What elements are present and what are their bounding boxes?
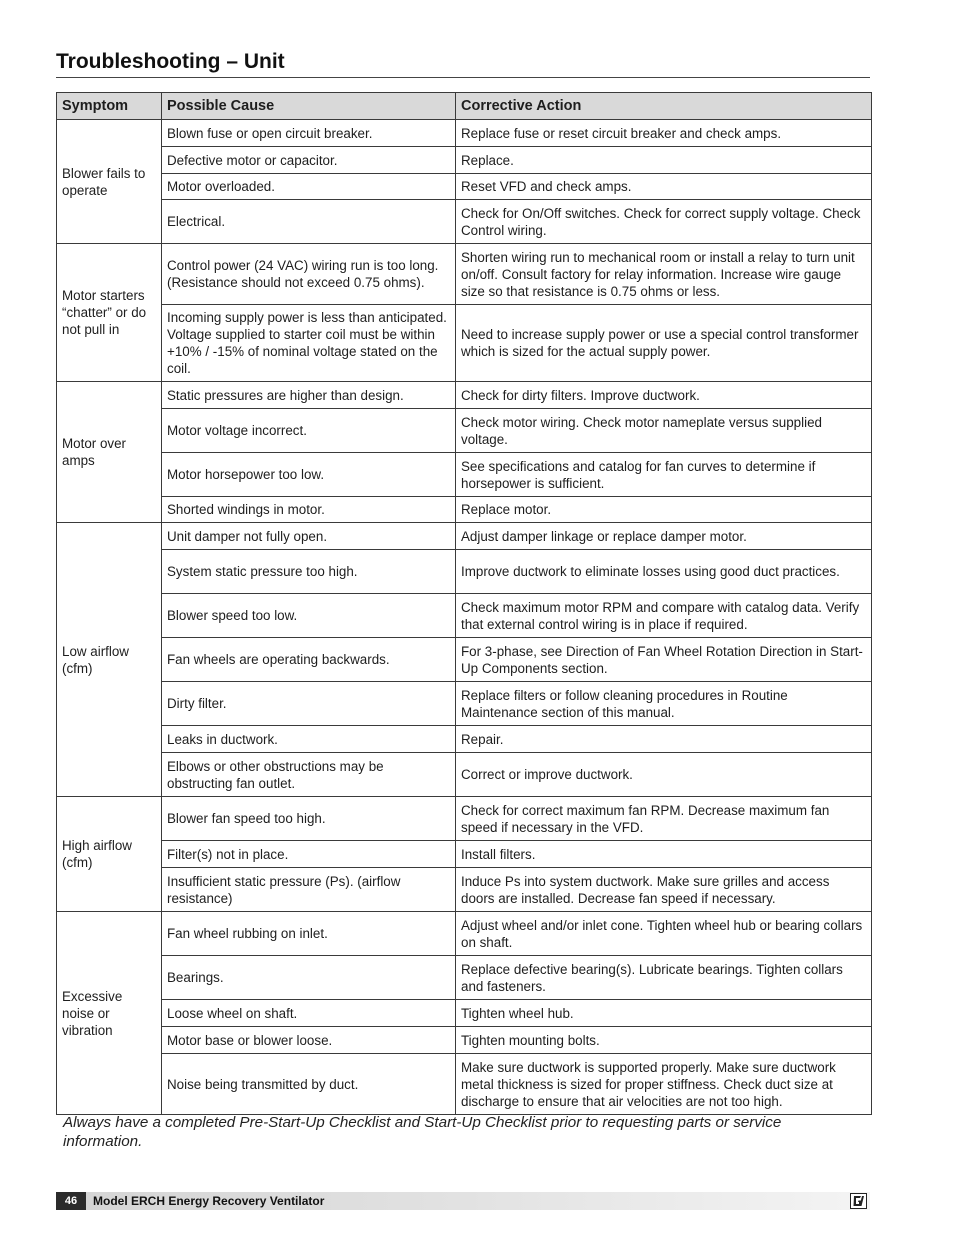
title-divider <box>56 77 870 78</box>
symptom-cell: High airflow (cfm) <box>57 797 162 912</box>
table-row <box>57 1054 872 1115</box>
table-row <box>57 753 872 797</box>
cause-cell: Motor horsepower too low. <box>162 453 456 497</box>
action-cell: Check maximum motor RPM and compare with catalog data. Verify that external control wiring is in place if required. <box>456 594 872 638</box>
cause-cell: Blown fuse or open circuit breaker. <box>162 120 456 147</box>
cause-cell: Dirty filter. <box>162 682 456 726</box>
symptom-cell: Excessive noise or vibration <box>57 912 162 1115</box>
action-cell: Adjust damper linkage or replace damper motor. <box>456 523 872 550</box>
cause-cell: Loose wheel on shaft. <box>162 1000 456 1027</box>
action-cell: Adjust wheel and/or inlet cone. Tighten wheel hub or bearing collars on shaft. <box>456 912 872 956</box>
table-row <box>57 497 872 523</box>
table-body <box>57 120 872 1115</box>
cause-cell: Fan wheels are operating backwards. <box>162 638 456 682</box>
cause-cell: System static pressure too high. <box>162 550 456 594</box>
symptom-cell: Blower fails to operate <box>57 120 162 244</box>
cause-cell: Noise being transmitted by duct. <box>162 1054 456 1115</box>
action-cell: Replace filters or follow cleaning procedures in Routine Maintenance section of this manual. <box>456 682 872 726</box>
action-cell: Tighten mounting bolts. <box>456 1027 872 1054</box>
action-cell: Induce Ps into system ductwork. Make sure grilles and access doors are installed. Decrease fan speed if necessary. <box>456 868 872 912</box>
table-row <box>57 868 872 912</box>
troubleshooting-table <box>56 92 872 1115</box>
table-row <box>57 956 872 1000</box>
cause-cell: Electrical. <box>162 200 456 244</box>
action-cell: Correct or improve ductwork. <box>456 753 872 797</box>
cause-cell: Defective motor or capacitor. <box>162 147 456 174</box>
page-number: 46 <box>56 1192 86 1210</box>
table-row <box>57 797 872 841</box>
cause-cell: Motor base or blower loose. <box>162 1027 456 1054</box>
table-row <box>57 594 872 638</box>
cause-cell: Motor voltage incorrect. <box>162 409 456 453</box>
action-cell: Replace motor. <box>456 497 872 523</box>
table-row <box>57 638 872 682</box>
action-cell: Shorten wiring run to mechanical room or install a relay to turn unit on/off. Consult factory for relay information. Increase wire gauge size so that resistance is 0.75 ohms or less. <box>456 244 872 305</box>
page-title: Troubleshooting – Unit <box>56 50 285 73</box>
table-row <box>57 382 872 409</box>
action-cell: Tighten wheel hub. <box>456 1000 872 1027</box>
action-cell: See specifications and catalog for fan curves to determine if horsepower is sufficient. <box>456 453 872 497</box>
table-row <box>57 550 872 594</box>
action-cell: Replace. <box>456 147 872 174</box>
action-cell: Check motor wiring. Check motor nameplate versus supplied voltage. <box>456 409 872 453</box>
cause-cell: Static pressures are higher than design. <box>162 382 456 409</box>
action-cell: Install filters. <box>456 841 872 868</box>
action-cell: Replace fuse or reset circuit breaker and check amps. <box>456 120 872 147</box>
action-cell: Replace defective bearing(s). Lubricate bearings. Tighten collars and fasteners. <box>456 956 872 1000</box>
cause-cell: Insufficient static pressure (Ps). (airflow resistance) <box>162 868 456 912</box>
table-row <box>57 523 872 550</box>
table-row <box>57 1000 872 1027</box>
action-cell: Check for correct maximum fan RPM. Decrease maximum fan speed if necessary in the VFD. <box>456 797 872 841</box>
cause-cell: Blower speed too low. <box>162 594 456 638</box>
table-row <box>57 200 872 244</box>
table-row <box>57 841 872 868</box>
table-row <box>57 726 872 753</box>
table-header-row <box>57 93 872 120</box>
header-symptom: Symptom <box>57 93 162 120</box>
table-row <box>57 244 872 305</box>
cause-cell: Incoming supply power is less than anticipated. Voltage supplied to starter coil must be within +10% / -15% of nominal voltage stated on the coil. <box>162 305 456 382</box>
action-cell: For 3-phase, see Direction of Fan Wheel Rotation Direction in Start-Up Components section. <box>456 638 872 682</box>
action-cell: Reset VFD and check amps. <box>456 174 872 200</box>
cause-cell: Bearings. <box>162 956 456 1000</box>
table-row <box>57 912 872 956</box>
cause-cell: Control power (24 VAC) wiring run is too long. (Resistance should not exceed 0.75 ohms). <box>162 244 456 305</box>
cause-cell: Unit damper not fully open. <box>162 523 456 550</box>
checklist-note: Always have a completed Pre-Start-Up Checklist and Start-Up Checklist prior to requesting parts or service information. <box>63 1114 782 1150</box>
table-row <box>57 174 872 200</box>
action-cell: Check for On/Off switches. Check for correct supply voltage. Check Control wiring. <box>456 200 872 244</box>
table-row <box>57 682 872 726</box>
action-cell: Make sure ductwork is supported properly. Make sure ductwork metal thickness is sized for proper stiffness. Check duct size at discharge to ensure that air velocities are not too high. <box>456 1054 872 1115</box>
cause-cell: Filter(s) not in place. <box>162 841 456 868</box>
cause-cell: Shorted windings in motor. <box>162 497 456 523</box>
symptom-cell: Low airflow (cfm) <box>57 523 162 797</box>
header-corrective-action: Corrective Action <box>456 93 872 120</box>
symptom-cell: Motor starters “chatter” or do not pull in <box>57 244 162 382</box>
action-cell: Check for dirty filters. Improve ductwork. <box>456 382 872 409</box>
cause-cell: Blower fan speed too high. <box>162 797 456 841</box>
cause-cell: Leaks in ductwork. <box>162 726 456 753</box>
action-cell: Repair. <box>456 726 872 753</box>
table-row <box>57 409 872 453</box>
table-row <box>57 1027 872 1054</box>
header-possible-cause: Possible Cause <box>162 93 456 120</box>
table-row <box>57 147 872 174</box>
greenheck-logo-icon <box>850 1193 867 1209</box>
cause-cell: Motor overloaded. <box>162 174 456 200</box>
table-row <box>57 453 872 497</box>
action-cell: Need to increase supply power or use a special control transformer which is sized for the actual supply power. <box>456 305 872 382</box>
table-row <box>57 120 872 147</box>
cause-cell: Fan wheel rubbing on inlet. <box>162 912 456 956</box>
cause-cell: Elbows or other obstructions may be obstructing fan outlet. <box>162 753 456 797</box>
symptom-cell: Motor over amps <box>57 382 162 523</box>
table-row <box>57 305 872 382</box>
footer-title: Model ERCH Energy Recovery Ventilator <box>93 1194 325 1208</box>
action-cell: Improve ductwork to eliminate losses using good duct practices. <box>456 550 872 594</box>
